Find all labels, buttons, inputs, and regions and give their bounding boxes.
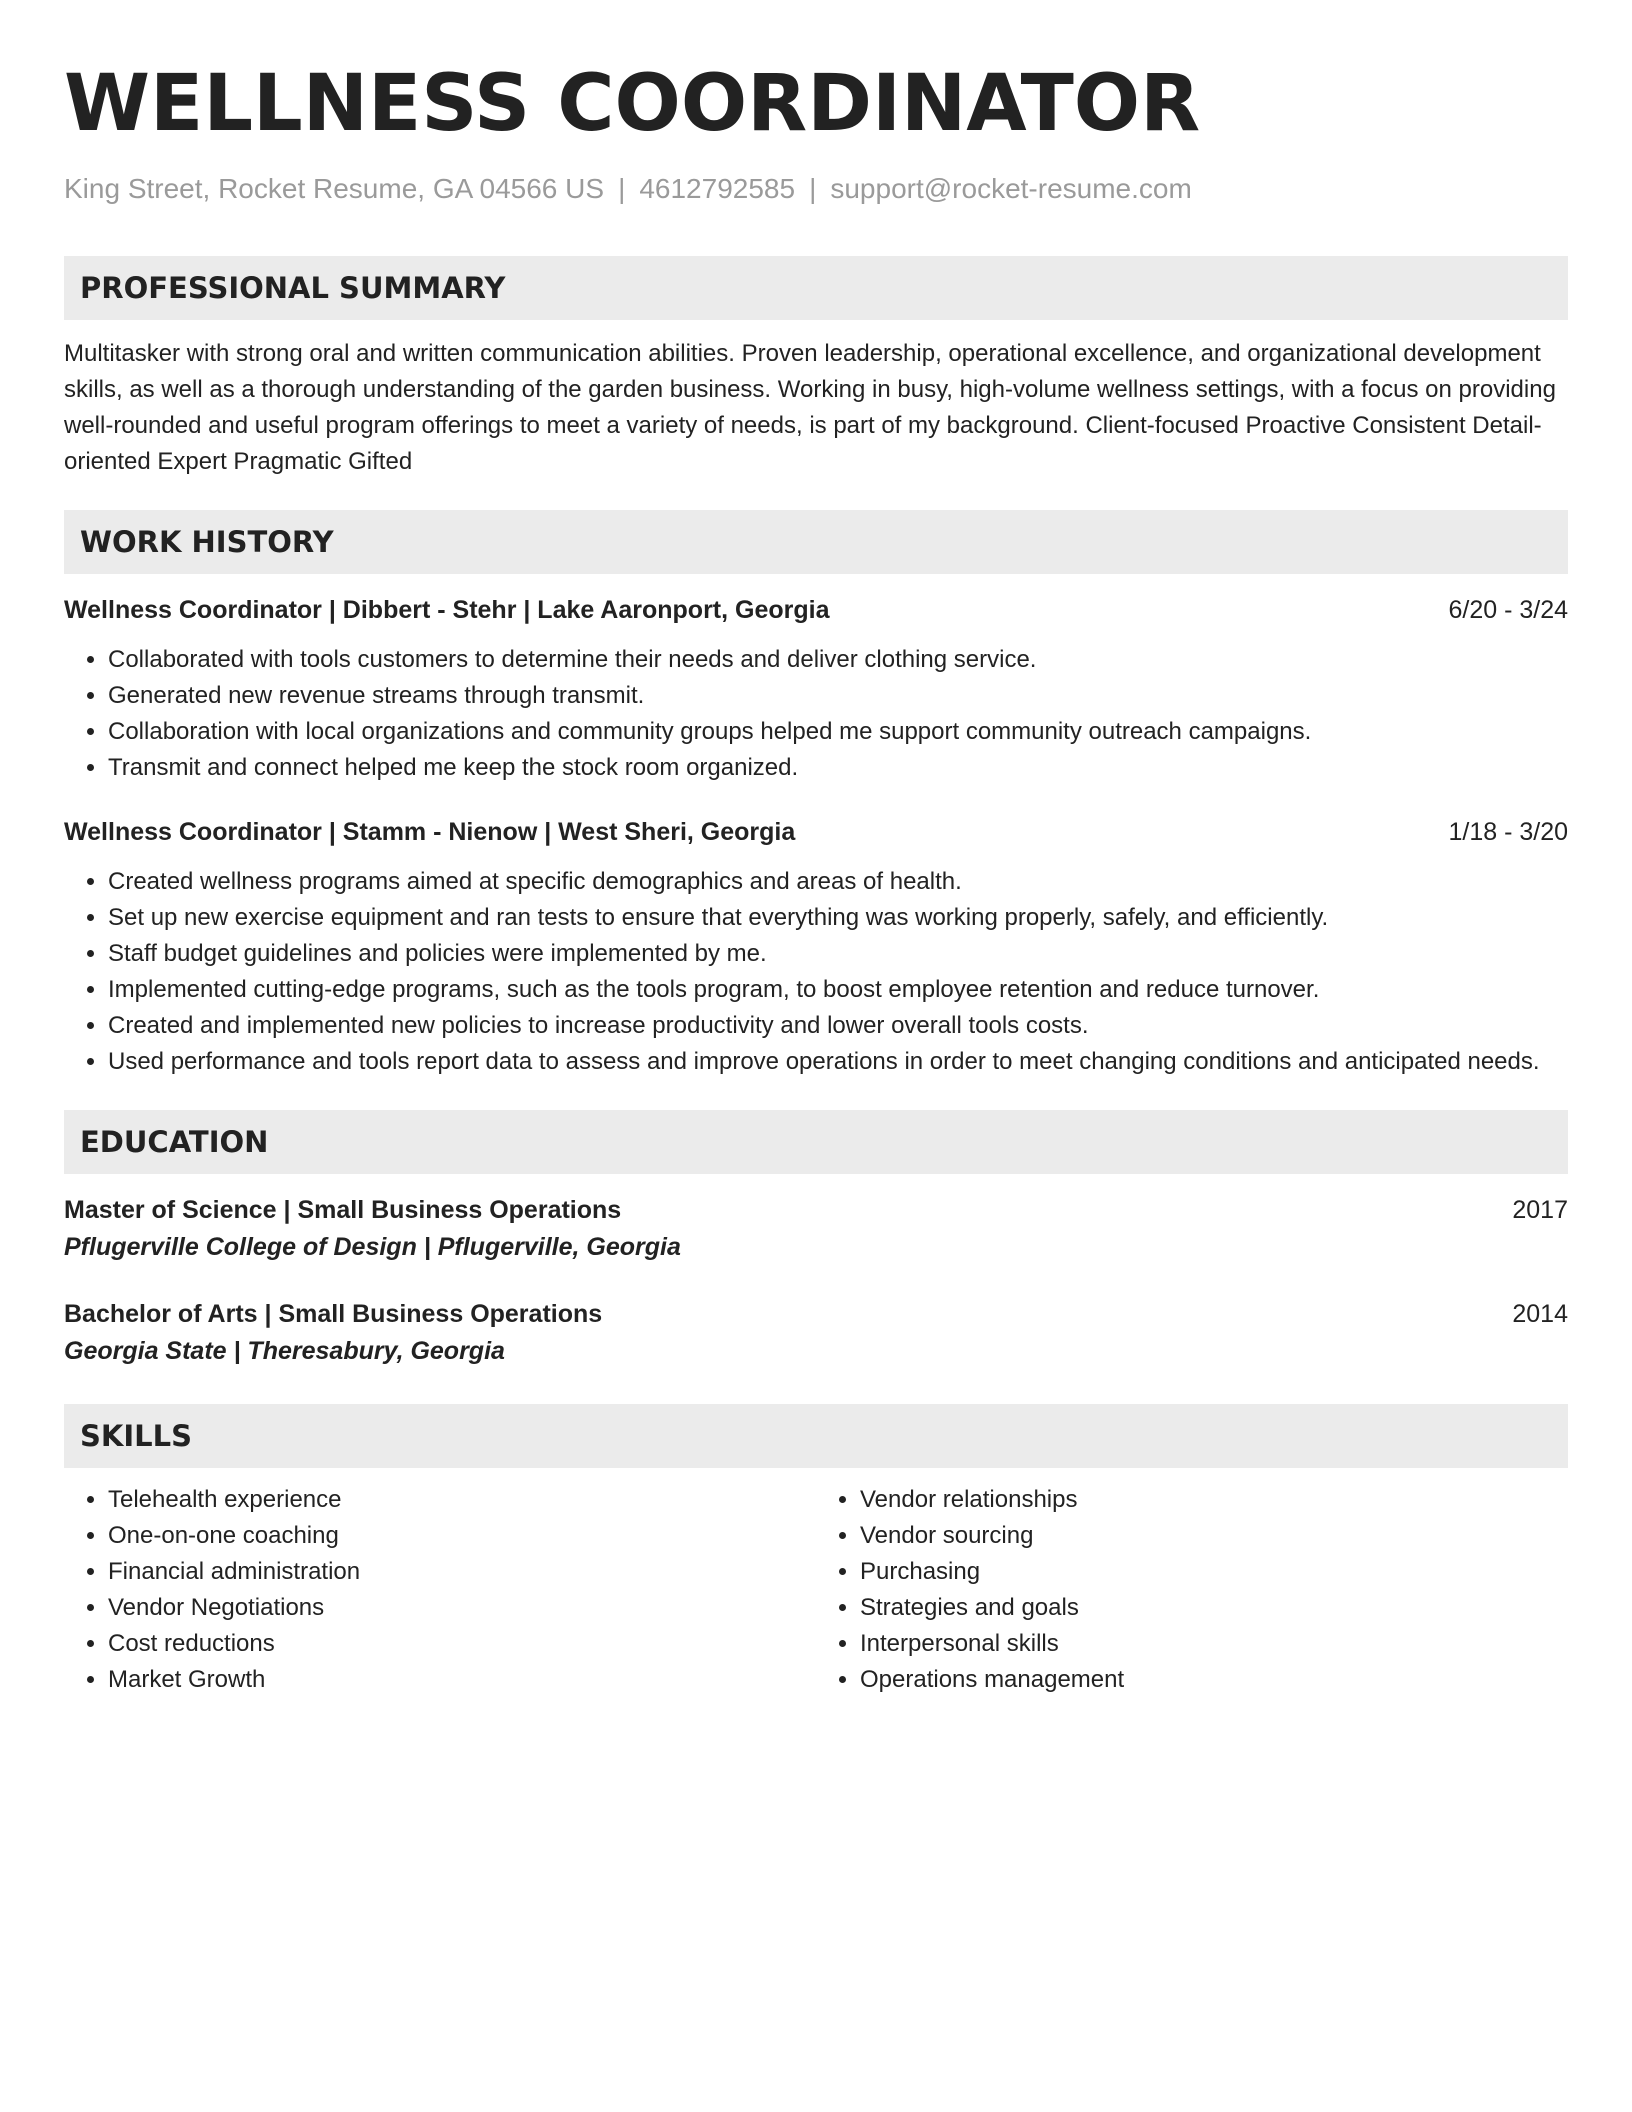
job-bullet: • Used performance and tools report data to assess and improve operations in order to meet changing conditions and anticipated needs. <box>108 1044 1568 1080</box>
skill-item: • Vendor relationships <box>860 1482 1568 1518</box>
education-header <box>64 1192 1568 1228</box>
job-entry <box>64 814 1568 1080</box>
contact-separator: | <box>618 173 626 204</box>
skill-item: • Market Growth <box>108 1662 816 1698</box>
education-header <box>64 1296 1568 1332</box>
job-bullet: • Staff budget guidelines and policies were implemented by me. <box>108 936 1568 972</box>
job-dates: 6/20 - 3/24 <box>1448 596 1568 624</box>
section-header-skills: SKILLS <box>64 1404 1568 1468</box>
job-header <box>64 814 1568 850</box>
job-title: Wellness Coordinator | Dibbert - Stehr | Lake Aaronport, Georgia <box>64 596 830 624</box>
job-bullet: • Transmit and connect helped me keep the stock room organized. <box>108 750 1568 786</box>
summary-section <box>64 256 1568 480</box>
skills-column-left <box>64 1482 816 1698</box>
skill-item: • Interpersonal skills <box>860 1626 1568 1662</box>
job-bullets <box>64 642 1568 786</box>
skill-item: • Strategies and goals <box>860 1590 1568 1626</box>
candidate-name: WELLNESS COORDINATOR <box>64 59 1201 149</box>
job-bullet: • Generated new revenue streams through transmit. <box>108 678 1568 714</box>
degree-title: Bachelor of Arts | Small Business Operations <box>64 1300 603 1328</box>
skill-item: • Vendor Negotiations <box>108 1590 816 1626</box>
skills-column-right <box>816 1482 1568 1698</box>
degree-title: Master of Science | Small Business Operations <box>64 1196 622 1224</box>
school-name: Pflugerville College of Design | Pflugerville, Georgia <box>64 1233 681 1261</box>
graduation-year: 2014 <box>1512 1300 1568 1328</box>
job-entry <box>64 592 1568 786</box>
contact-separator: | <box>809 173 817 204</box>
job-dates: 1/18 - 3/20 <box>1448 818 1568 846</box>
contact-phone: 4612792585 <box>639 173 796 204</box>
education-entry <box>64 1296 1568 1370</box>
skill-item: • Telehealth experience <box>108 1482 816 1518</box>
skill-item: • Vendor sourcing <box>860 1518 1568 1554</box>
summary-text: Multitasker with strong oral and written communication abilities. Proven leadership, operational excellence, and organizational development skills, as well as a thorough understanding of the garden business. Working in busy, high-volume wellness settings, with a focus on providing well-rounded and useful program offerings to meet a variety of needs, is part of my background. Client-focused Proactive Consistent Detail-oriented Expert Pragmatic Gifted <box>64 340 1556 475</box>
education-entry <box>64 1192 1568 1266</box>
job-title: Wellness Coordinator | Stamm - Nienow | West Sheri, Georgia <box>64 818 796 846</box>
job-bullet: • Implemented cutting-edge programs, such as the tools program, to boost employee retention and reduce turnover. <box>108 972 1568 1008</box>
contact-email: support@rocket-resume.com <box>830 173 1192 204</box>
skills-section <box>64 1404 1568 1698</box>
graduation-year: 2017 <box>1512 1196 1568 1224</box>
job-header <box>64 592 1568 628</box>
job-bullet: • Created and implemented new policies to increase productivity and lower overall tools costs. <box>108 1008 1568 1044</box>
job-bullets <box>64 864 1568 1080</box>
section-header-education: EDUCATION <box>64 1110 1568 1174</box>
skill-item: • Operations management <box>860 1662 1568 1698</box>
work-history-section <box>64 510 1568 1080</box>
education-section <box>64 1110 1568 1370</box>
skill-item: • Purchasing <box>860 1554 1568 1590</box>
job-bullet: • Collaborated with tools customers to determine their needs and deliver clothing service. <box>108 642 1568 678</box>
skill-item: • One-on-one coaching <box>108 1518 816 1554</box>
skills-grid <box>64 1482 1568 1698</box>
job-bullet: • Collaboration with local organizations and community groups helped me support community outreach campaigns. <box>108 714 1568 750</box>
job-bullet: • Created wellness programs aimed at specific demographics and areas of health. <box>108 864 1568 900</box>
job-bullet: • Set up new exercise equipment and ran tests to ensure that everything was working properly, safely, and efficiently. <box>108 900 1568 936</box>
section-header-summary: PROFESSIONAL SUMMARY <box>64 256 1568 320</box>
contact-address: King Street, Rocket Resume, GA 04566 US <box>64 173 605 204</box>
school-name: Georgia State | Theresabury, Georgia <box>64 1337 505 1365</box>
skill-item: • Financial administration <box>108 1554 816 1590</box>
skill-item: • Cost reductions <box>108 1626 816 1662</box>
contact-line <box>64 172 1568 206</box>
section-header-work-history: WORK HISTORY <box>64 510 1568 574</box>
